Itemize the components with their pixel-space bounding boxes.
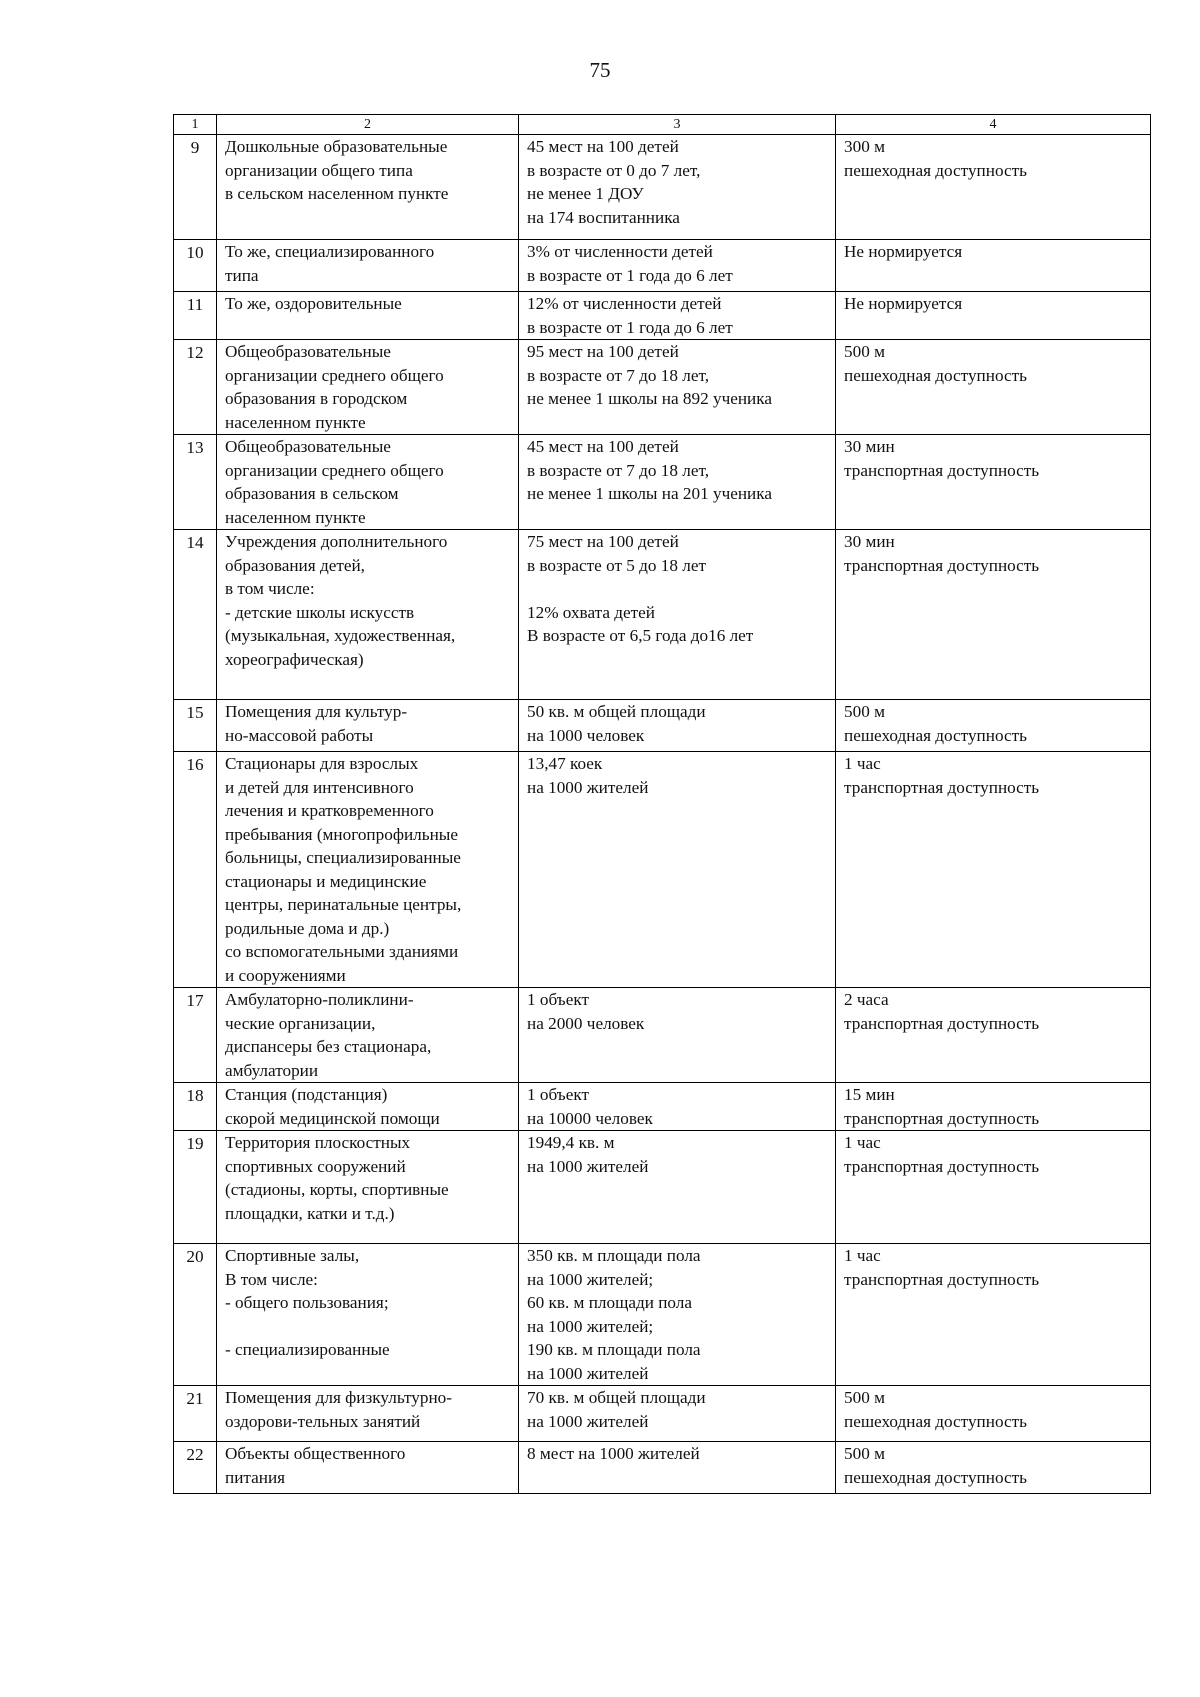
accessibility: 300 м пешеходная доступность xyxy=(836,135,1151,240)
accessibility: 1 час транспортная доступность xyxy=(836,752,1151,988)
row-number: 13 xyxy=(174,435,217,530)
accessibility: 500 м пешеходная доступность xyxy=(836,1386,1151,1442)
norm-value: 350 кв. м площади пола на 1000 жителей; 60 кв. м площади пола на 1000 жителей; 190 кв. м площади пола на 1000 жителей xyxy=(519,1244,836,1386)
facility-name: Дошкольные образовательные организации общего типа в сельском населенном пункте xyxy=(217,135,519,240)
facility-name: Территория плоскостных спортивных сооружений (стадионы, корты, спортивные площадки, катки и т.д.) xyxy=(217,1131,519,1244)
table-row xyxy=(174,292,1151,340)
row-number: 18 xyxy=(174,1083,217,1131)
accessibility: 500 м пешеходная доступность xyxy=(836,340,1151,435)
facility-name: Учреждения дополнительного образования детей, в том числе: - детские школы искусств (музыкальная, художественная, хореографическая) xyxy=(217,530,519,700)
row-number: 10 xyxy=(174,240,217,292)
facility-name: Объекты общественного питания xyxy=(217,1442,519,1494)
accessibility: 30 мин транспортная доступность xyxy=(836,530,1151,700)
table-row xyxy=(174,340,1151,435)
norm-value: 8 мест на 1000 жителей xyxy=(519,1442,836,1494)
norm-value: 75 мест на 100 детей в возрасте от 5 до 18 лет 12% охвата детей В возрасте от 6,5 года до16 лет xyxy=(519,530,836,700)
norms-table-body xyxy=(174,115,1151,1494)
facility-name: Амбулаторно-поликлини- ческие организации, диспансеры без стационара, амбулатории xyxy=(217,988,519,1083)
table-row xyxy=(174,1442,1151,1494)
accessibility: 1 час транспортная доступность xyxy=(836,1244,1151,1386)
accessibility: 30 мин транспортная доступность xyxy=(836,435,1151,530)
table-row xyxy=(174,752,1151,988)
column-header-4: 4 xyxy=(836,115,1151,135)
row-number: 22 xyxy=(174,1442,217,1494)
norm-value: 95 мест на 100 детей в возрасте от 7 до 18 лет, не менее 1 школы на 892 ученика xyxy=(519,340,836,435)
accessibility: 500 м пешеходная доступность xyxy=(836,700,1151,752)
table-row xyxy=(174,988,1151,1083)
norm-value: 1 объект на 2000 человек xyxy=(519,988,836,1083)
column-header-3: 3 xyxy=(519,115,836,135)
row-number: 15 xyxy=(174,700,217,752)
row-number: 19 xyxy=(174,1131,217,1244)
facility-name: Помещения для физкультурно- оздорови-тельных занятий xyxy=(217,1386,519,1442)
row-number: 16 xyxy=(174,752,217,988)
norm-value: 13,47 коек на 1000 жителей xyxy=(519,752,836,988)
row-number: 20 xyxy=(174,1244,217,1386)
accessibility: 2 часа транспортная доступность xyxy=(836,988,1151,1083)
norm-value: 45 мест на 100 детей в возрасте от 0 до 7 лет, не менее 1 ДОУ на 174 воспитанника xyxy=(519,135,836,240)
table-header-row xyxy=(174,115,1151,135)
facility-name: Помещения для культур- но-массовой работы xyxy=(217,700,519,752)
table-row xyxy=(174,1386,1151,1442)
accessibility: 1 час транспортная доступность xyxy=(836,1131,1151,1244)
table-row xyxy=(174,1083,1151,1131)
facility-name: То же, специализированного типа xyxy=(217,240,519,292)
table-row xyxy=(174,135,1151,240)
row-number: 12 xyxy=(174,340,217,435)
norm-value: 70 кв. м общей площади на 1000 жителей xyxy=(519,1386,836,1442)
table-row xyxy=(174,1131,1151,1244)
row-number: 9 xyxy=(174,135,217,240)
accessibility: Не нормируется xyxy=(836,240,1151,292)
norm-value: 1 объект на 10000 человек xyxy=(519,1083,836,1131)
row-number: 14 xyxy=(174,530,217,700)
accessibility: 500 м пешеходная доступность xyxy=(836,1442,1151,1494)
table-row xyxy=(174,700,1151,752)
facility-name: Стационары для взрослых и детей для интенсивного лечения и кратковременного пребывания (многопрофильные больницы, специализированные стационары и медицинские центры, перинатальные центры, родильные дома и др.) со вспомогательными зданиями и сооружениями xyxy=(217,752,519,988)
accessibility: Не нормируется xyxy=(836,292,1151,340)
row-number: 21 xyxy=(174,1386,217,1442)
facility-name: Станция (подстанция) скорой медицинской помощи xyxy=(217,1083,519,1131)
table-row xyxy=(174,530,1151,700)
table-row xyxy=(174,435,1151,530)
table-row xyxy=(174,240,1151,292)
facility-name: То же, оздоровительные xyxy=(217,292,519,340)
norm-value: 1949,4 кв. м на 1000 жителей xyxy=(519,1131,836,1244)
norms-table xyxy=(173,114,1151,1494)
column-header-1: 1 xyxy=(174,115,217,135)
norm-value: 3% от численности детей в возрасте от 1 года до 6 лет xyxy=(519,240,836,292)
page-number: 75 xyxy=(589,58,611,82)
norm-value: 45 мест на 100 детей в возрасте от 7 до 18 лет, не менее 1 школы на 201 ученика xyxy=(519,435,836,530)
column-header-2: 2 xyxy=(217,115,519,135)
accessibility: 15 мин транспортная доступность xyxy=(836,1083,1151,1131)
norm-value: 50 кв. м общей площади на 1000 человек xyxy=(519,700,836,752)
row-number: 17 xyxy=(174,988,217,1083)
facility-name: Спортивные залы, В том числе: - общего пользования; - специализированные xyxy=(217,1244,519,1386)
row-number: 11 xyxy=(174,292,217,340)
facility-name: Общеобразовательные организации среднего общего образования в сельском населенном пункте xyxy=(217,435,519,530)
table-row xyxy=(174,1244,1151,1386)
norm-value: 12% от численности детей в возрасте от 1 года до 6 лет xyxy=(519,292,836,340)
facility-name: Общеобразовательные организации среднего общего образования в городском населенном пункте xyxy=(217,340,519,435)
